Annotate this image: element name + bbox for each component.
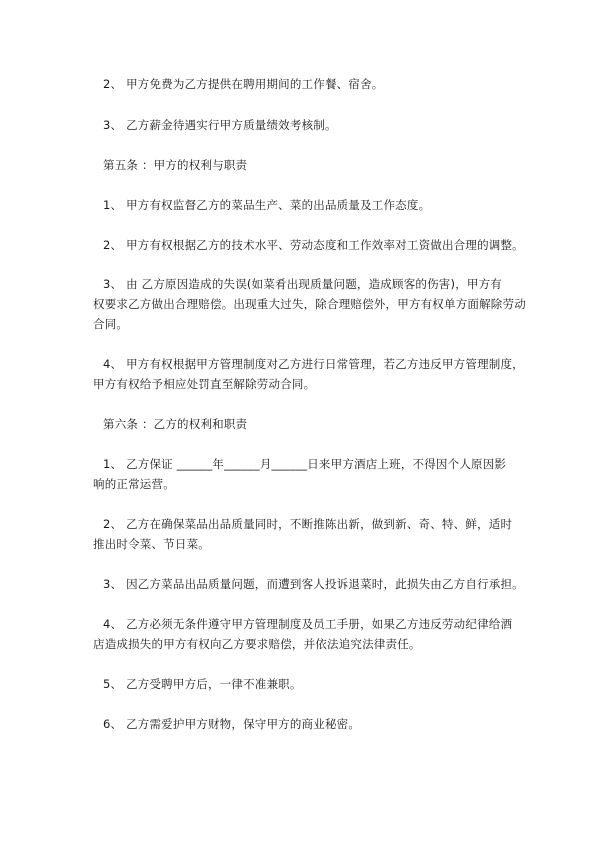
article-6-item-3: 3、 因乙方菜品出品质量问题，而遭到客人投诉退菜时，此损失由乙方自行承担。 (103, 577, 524, 591)
article-6-item-2-line-2: 推出时令菜、节日菜。 (93, 537, 210, 551)
article-6-item-4-line-2: 店造成损失的甲方有权向乙方要求赔偿，并依法追究法律责任。 (93, 637, 421, 651)
article-5-heading: 第五条 ：甲方的权利与职责 (103, 158, 248, 172)
article-5-item-3-line-1: 3、 由 乙方原因造成的失误(如菜肴出现质量问题，造成顾客的伤害)，甲方有 (103, 277, 502, 291)
article-5-item-4-line-2: 甲方有权给予相应处罚直至解除劳动合同。 (93, 377, 316, 391)
article-6-item-6: 6、 乙方需爱护甲方财物，保守甲方的商业秘密。 (103, 717, 361, 731)
article-6-item-1-line-1: 1、 乙方保证 ______年______月______日来甲方酒店上班，不得因个人原因影 (103, 457, 507, 471)
article-5-item-3-line-3: 合同。 (93, 317, 129, 331)
clause-4-item-3: 3、 乙方薪金待遇实行甲方质量绩效考核制。 (103, 118, 337, 132)
article-5-item-2: 2、 甲方有权根据乙方的技术水平、劳动态度和工作效率对工资做出合理的调整。 (103, 238, 524, 252)
clause-4-item-2: 2、 甲方免费为乙方提供在聘用期间的工作餐、宿舍。 (103, 77, 384, 91)
article-6-item-5: 5、 乙方受聘甲方后，一律不准兼职。 (103, 677, 302, 691)
article-5-item-3-line-2: 权要求乙方做出合理赔偿。出现重大过失，除合理赔偿外，甲方有权单方面解除劳动 (93, 297, 526, 311)
article-6-item-1-line-2: 响的正常运营。 (93, 477, 175, 491)
article-5-item-4-line-1: 4、 甲方有权根据甲方管理制度对乙方进行日常管理，若乙方违反甲方管理制度， (103, 357, 524, 371)
article-5-item-1: 1、 甲方有权监督乙方的菜品生产、菜的出品质量及工作态度。 (103, 198, 431, 212)
article-6-heading: 第六条 ：乙方的权利和职责 (103, 417, 248, 431)
article-6-item-4-line-1: 4、 乙方必须无条件遵守甲方管理制度及员工手册，如果乙方违反劳动纪律给酒 (103, 617, 513, 631)
article-6-item-2-line-1: 2、 乙方在确保菜品出品质量同时，不断推陈出新，做到新、奇、特、鲜，适时 (103, 517, 513, 531)
